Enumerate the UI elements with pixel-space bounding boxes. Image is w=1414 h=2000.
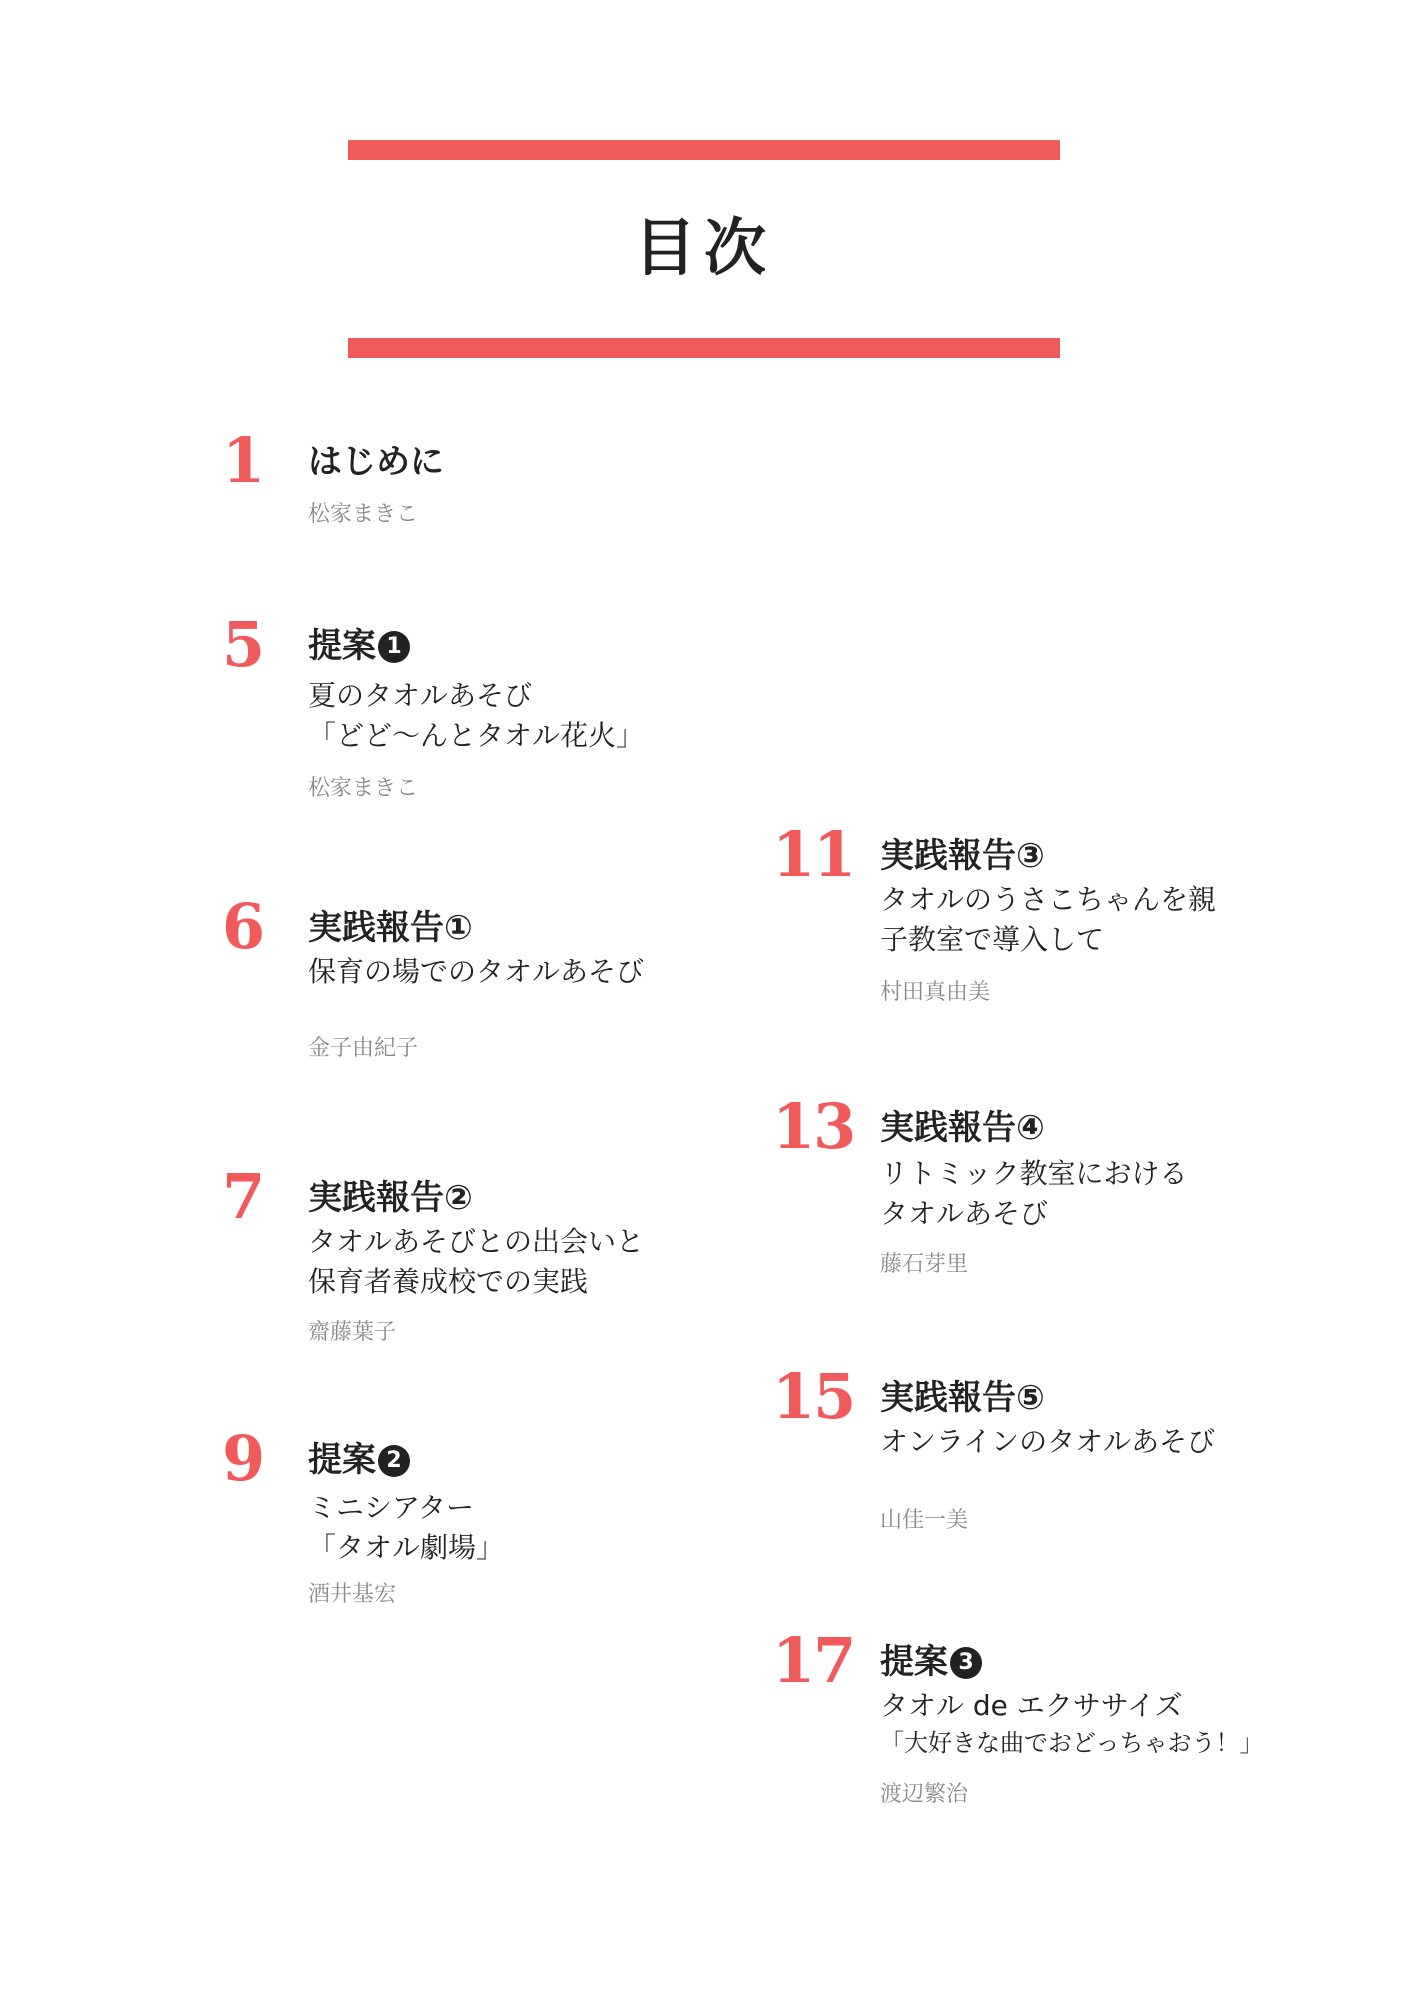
page-number: 17 — [772, 1624, 855, 1697]
entry-heading: 実践報告③ — [880, 836, 1045, 876]
page-number: 9 — [222, 1422, 264, 1495]
entry-subtitle: 保育者養成校での実践 — [308, 1265, 589, 1298]
entry-author: 藤石芽里 — [880, 1252, 969, 1277]
entry-author: 金子由紀子 — [308, 1036, 419, 1061]
entry-heading: 実践報告④ — [880, 1108, 1045, 1148]
entry-subtitle: リトミック教室における — [880, 1157, 1188, 1190]
entry-subtitle: タオルのうさこちゃんを親 — [880, 883, 1217, 916]
entry-subtitle: 子教室で導入して — [880, 923, 1105, 956]
entry-subtitle: オンラインのタオルあそび — [880, 1425, 1216, 1458]
entry-author: 酒井基宏 — [308, 1582, 397, 1607]
entry-heading: 実践報告⑤ — [880, 1378, 1045, 1418]
entry-author: 山佳一美 — [880, 1508, 969, 1533]
entry-subtitle: 保育の場でのタオルあそび — [308, 955, 645, 988]
entry-heading — [308, 622, 644, 670]
page-number: 1 — [222, 424, 264, 497]
entry-heading: はじめに — [308, 442, 444, 482]
entry-subtitle: 「どど～んとタオル花火」 — [308, 719, 645, 752]
entry-author: 松家まきこ — [308, 776, 419, 801]
entry-subtitle: 「大好きな曲でおどっちゃおう！」 — [880, 1729, 1264, 1757]
page-number: 11 — [772, 818, 855, 891]
entry-heading — [880, 1638, 1264, 1686]
page-number: 7 — [222, 1160, 264, 1233]
page-number: 5 — [222, 608, 264, 681]
entry-author: 松家まきこ — [308, 502, 419, 527]
entry-author: 齋藤葉子 — [308, 1320, 397, 1345]
entry-heading-text: 提案 — [880, 1642, 948, 1682]
entry-subtitle: 夏のタオルあそび — [308, 679, 533, 712]
title-bar-top — [348, 140, 1060, 160]
entry-author: 村田真由美 — [880, 980, 991, 1005]
entry-subtitle: ミニシアター — [308, 1491, 475, 1524]
entry-subtitle: タオルあそび — [880, 1197, 1049, 1230]
number-badge: 1 — [378, 631, 410, 663]
entry-author: 渡辺繁治 — [880, 1782, 969, 1807]
entry-heading: 実践報告① — [308, 908, 473, 948]
entry-subtitle: 「タオル劇場」 — [308, 1531, 505, 1564]
title-bar-bottom — [348, 338, 1060, 358]
page-number: 6 — [222, 890, 264, 963]
entry-heading: 実践報告② — [308, 1178, 473, 1218]
entry-subtitle: タオルあそびとの出会いと — [308, 1225, 645, 1258]
entry-heading-text: 提案 — [308, 626, 376, 666]
entry-heading — [308, 1436, 504, 1484]
page-number: 15 — [772, 1360, 855, 1433]
entry-heading-text: 提案 — [308, 1440, 376, 1480]
number-badge: 3 — [950, 1647, 982, 1679]
number-badge: 2 — [378, 1445, 410, 1477]
page-number: 13 — [772, 1090, 855, 1163]
page-title: 目次 — [633, 211, 774, 284]
entry-subtitle: タオル de エクササイズ — [880, 1689, 1183, 1722]
